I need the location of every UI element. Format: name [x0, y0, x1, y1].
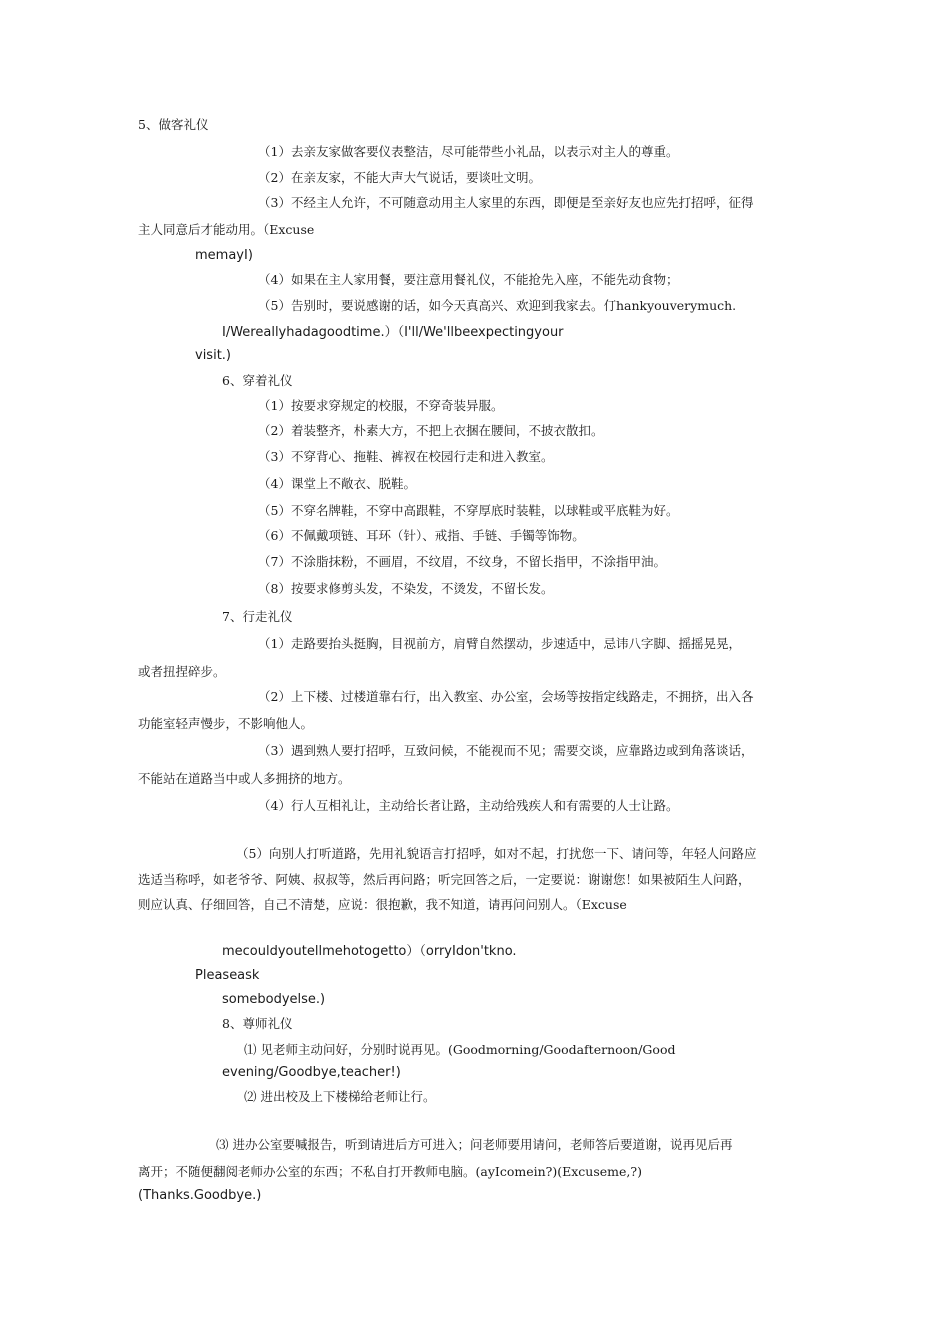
s7-item-5-cont-2: 则应认真、仔细回答，自己不清楚，应说：很抱歉，我不知道，请再问问别人。（Excuse: [138, 897, 627, 912]
s6-item-1: （1）按要求穿规定的校服，不穿奇装异服。: [258, 398, 504, 413]
s8-item-3: ⑶ 进办公室要喊报告，听到请进后方可进入；问老师要用请问，老师答后要道谢，说再见后再: [216, 1137, 733, 1152]
s7-item-5-en-1: mecouldyoutellmehotogetto）（orryIdon'tkno.: [222, 944, 517, 959]
s5-item-3-cont: 主人同意后才能动用。（Excuse: [138, 222, 315, 237]
s7-item-5-en-2: Pleaseask: [195, 968, 260, 983]
s8-item-2: ⑵ 进出校及上下楼梯给老师让行。: [244, 1089, 436, 1104]
s7-item-3: （3）遇到熟人要打招呼，互致问候，不能视而不见；需要交谈，应靠路边或到角落谈话，: [258, 743, 754, 758]
s5-item-3-en: memayI): [195, 248, 253, 263]
s7-item-5: （5）向别人打听道路，先用礼貌语言打招呼，如对不起，打扰您一下、请问等，年轻人问路应: [236, 846, 757, 861]
s5-item-3: （3）不经主人允许，不可随意动用主人家里的东西，即便是至亲好友也应先打招呼，征得: [258, 195, 754, 210]
s6-item-3: （3）不穿背心、拖鞋、裤衩在校园行走和进入教室。: [258, 449, 554, 464]
s8-item-3-en: (Thanks.Goodbye.): [138, 1188, 262, 1203]
s6-item-6: （6）不佩戴项链、耳环（针）、戒指、手链、手镯等饰物。: [258, 528, 585, 543]
s7-item-2-cont: 功能室轻声慢步，不影响他人。: [138, 716, 314, 731]
s8-item-1: ⑴ 见老师主动问好，分别时说再见。(Goodmorning/Goodafternoon/Good: [244, 1042, 676, 1057]
s5-item-5: （5）告别时，要说感谢的话，如今天真高兴、欢迎到我家去。仃hankyouverymuch.: [258, 298, 737, 313]
section-6-title: 6、穿着礼仪: [222, 373, 293, 388]
s7-item-5-en-3: somebodyelse.): [222, 992, 326, 1007]
s6-item-2: （2）着装整齐，朴素大方，不把上衣捆在腰间，不披衣散扣。: [258, 423, 604, 438]
s6-item-8: （8）按要求修剪头发，不染发，不烫发，不留长发。: [258, 581, 554, 596]
s5-item-4: （4）如果在主人家用餐，要注意用餐礼仪，不能抢先入座，不能先动食物；: [258, 272, 679, 287]
s8-item-1-en: evening/Goodbye,teacher!): [222, 1065, 401, 1080]
s5-item-1: （1）去亲友家做客要仪表整洁，尽可能带些小礼品，以表示对主人的尊重。: [258, 144, 679, 159]
s5-item-5-en: I/Wereallyhadagoodtime.）（I'll/We'llbeexpectingyour: [222, 325, 564, 340]
s7-item-2: （2）上下楼、过楼道靠右行，出入教室、办公室，会场等按指定线路走，不拥挤，出入各: [258, 689, 754, 704]
s7-item-4: （4）行人互相礼让，主动给长者让路，主动给残疾人和有需要的人士让路。: [258, 798, 679, 813]
s7-item-1-cont: 或者扭捏碎步。: [138, 664, 226, 679]
s7-item-3-cont: 不能站在道路当中或人多拥挤的地方。: [138, 771, 351, 786]
s6-item-7: （7）不涂脂抹粉，不画眉，不纹眉，不纹身，不留长指甲，不涂指甲油。: [258, 554, 666, 569]
s6-item-5: （5）不穿名牌鞋，不穿中高跟鞋，不穿厚底时装鞋，以球鞋或平底鞋为好。: [258, 503, 679, 518]
s8-item-3-cont: 离开；不随便翻阅老师办公室的东西；不私自打开教师电脑。(ayIcomein?)(Excuseme,?): [138, 1164, 642, 1179]
section-7-title: 7、行走礼仪: [222, 609, 293, 624]
s6-item-4: （4）课堂上不敞衣、脱鞋。: [258, 476, 416, 491]
s5-item-2: （2）在亲友家，不能大声大气说话，要谈吐文明。: [258, 170, 541, 185]
s7-item-1: （1）走路要抬头挺胸，目视前方，肩臂自然摆动，步速适中，忌讳八字脚、摇摇晃晃，: [258, 636, 741, 651]
section-8-title: 8、尊师礼仪: [222, 1016, 293, 1031]
s7-item-5-cont-1: 选适当称呼，如老爷爷、阿姨、叔叔等，然后再问路；听完回答之后，一定要说：谢谢您！如果被陌生人问路，: [138, 872, 751, 887]
s5-item-5-en-cont: visit.): [195, 348, 231, 363]
section-5-title: 5、做客礼仪: [138, 117, 209, 132]
